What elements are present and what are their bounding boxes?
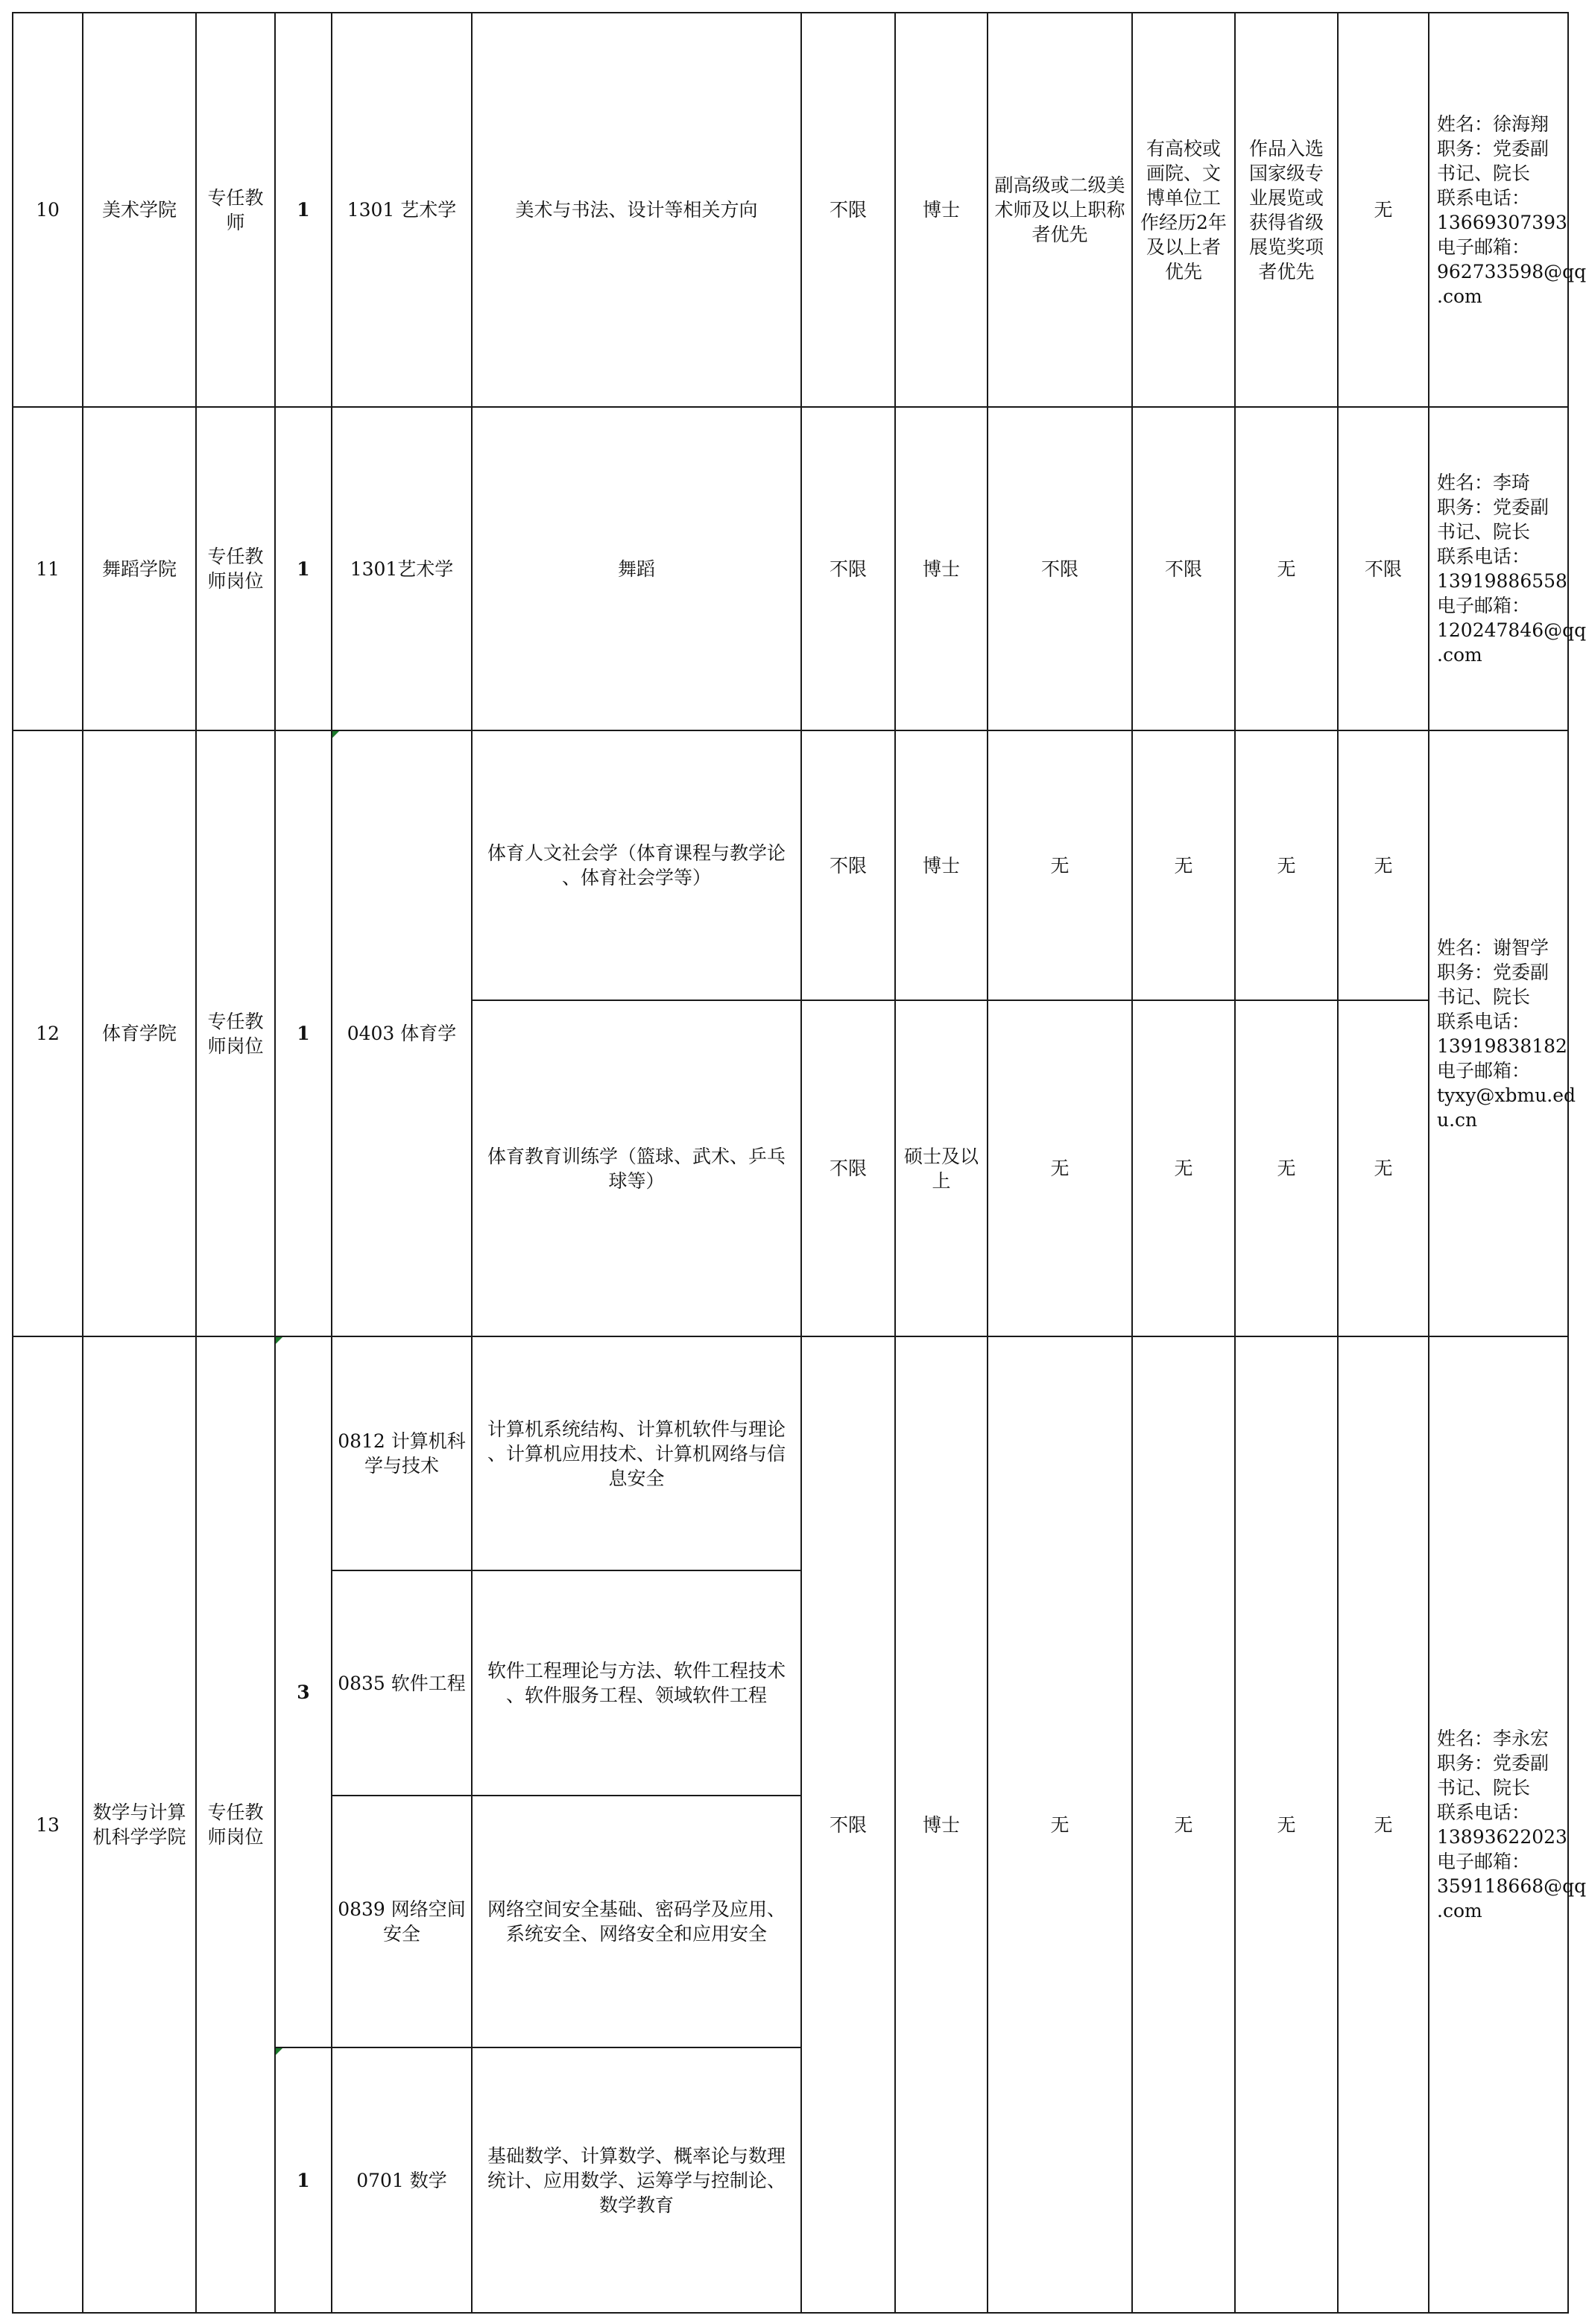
- research-direction: 计算机系统结构、计算机软件与理论 、计算机应用技术、计算机网络与信 息安全: [472, 1336, 801, 1570]
- headcount: 1: [275, 730, 332, 1336]
- headcount: 1: [275, 13, 332, 407]
- other-requirement: 无: [1235, 730, 1338, 1000]
- research-direction: 舞蹈: [472, 407, 801, 730]
- college: 数学与计算 机科学学院: [83, 1336, 196, 2313]
- title-requirement: 无: [988, 730, 1132, 1000]
- extra-requirement: 无: [1338, 730, 1429, 1000]
- degree-requirement: 博士: [895, 1336, 988, 2313]
- title-requirement: 无: [988, 1336, 1132, 2313]
- age-requirement: 不限: [801, 1336, 895, 2313]
- table-row-11: [13, 407, 1568, 730]
- major: 0835 软件工程: [332, 1570, 472, 1796]
- research-direction: 体育教育训练学（篮球、武术、乒乓 球等）: [472, 1000, 801, 1336]
- contact-info: 姓名：谢智学 职务：党委副 书记、院长 联系电话： 13919838182 电子邮箱： tyxy@xbmu.ed u.cn: [1429, 730, 1568, 1336]
- degree-requirement: 博士: [895, 13, 988, 407]
- research-direction: 美术与书法、设计等相关方向: [472, 13, 801, 407]
- table-row-12a: [13, 730, 1568, 1000]
- college: 体育学院: [83, 730, 196, 1336]
- title-requirement: 不限: [988, 407, 1132, 730]
- recruitment-table: [12, 12, 1586, 2314]
- college: 舞蹈学院: [83, 407, 196, 730]
- degree-requirement: 博士: [895, 407, 988, 730]
- other-requirement: 无: [1235, 1000, 1338, 1336]
- headcount: 1: [275, 407, 332, 730]
- age-requirement: 不限: [801, 1000, 895, 1336]
- research-direction: 软件工程理论与方法、软件工程技术 、软件服务工程、领域软件工程: [472, 1570, 801, 1796]
- post-type: 专任教 师岗位: [196, 1336, 275, 2313]
- age-requirement: 不限: [801, 407, 895, 730]
- table-row-10: [13, 13, 1568, 407]
- major: 0701 数学: [332, 2047, 472, 2313]
- research-direction: 体育人文社会学（体育课程与教学论 、体育社会学等）: [472, 730, 801, 1000]
- major: 0403 体育学: [332, 730, 472, 1336]
- row-no: 11: [13, 407, 83, 730]
- major: 0839 网络空间 安全: [332, 1796, 472, 2047]
- major: 0812 计算机科 学与技术: [332, 1336, 472, 1570]
- other-requirement: 作品入选 国家级专 业展览或 获得省级 展览奖项 者优先: [1235, 13, 1338, 407]
- age-requirement: 不限: [801, 13, 895, 407]
- extra-requirement: 无: [1338, 1336, 1429, 2313]
- research-direction: 基础数学、计算数学、概率论与数理 统计、应用数学、运筹学与控制论、 数学教育: [472, 2047, 801, 2313]
- post-type: 专任教 师岗位: [196, 407, 275, 730]
- row-no: 13: [13, 1336, 83, 2313]
- extra-requirement: 无: [1338, 1000, 1429, 1336]
- headcount: 3: [275, 1336, 332, 2047]
- post-type: 专任教 师: [196, 13, 275, 407]
- major: 1301艺术学: [332, 407, 472, 730]
- row-no: 12: [13, 730, 83, 1336]
- post-type: 专任教 师岗位: [196, 730, 275, 1336]
- table-row-13a: [13, 1336, 1568, 1570]
- work-requirement: 无: [1132, 1336, 1235, 2313]
- work-requirement: 不限: [1132, 407, 1235, 730]
- research-direction: 网络空间安全基础、密码学及应用、 系统安全、网络安全和应用安全: [472, 1796, 801, 2047]
- degree-requirement: 硕士及以 上: [895, 1000, 988, 1336]
- work-requirement: 无: [1132, 730, 1235, 1000]
- extra-requirement: 不限: [1338, 407, 1429, 730]
- major: 1301 艺术学: [332, 13, 472, 407]
- work-requirement: 有高校或 画院、文 博单位工 作经历2年 及以上者 优先: [1132, 13, 1235, 407]
- contact-info: 姓名：徐海翔 职务：党委副 书记、院长 联系电话： 13669307393 电子邮箱： 962733598@qq .com: [1429, 13, 1568, 407]
- extra-requirement: 无: [1338, 13, 1429, 407]
- row-no: 10: [13, 13, 83, 407]
- headcount: 1: [275, 2047, 332, 2313]
- other-requirement: 无: [1235, 407, 1338, 730]
- work-requirement: 无: [1132, 1000, 1235, 1336]
- contact-info: 姓名：李琦 职务：党委副 书记、院长 联系电话： 13919886558 电子邮箱： 120247846@qq .com: [1429, 407, 1568, 730]
- age-requirement: 不限: [801, 730, 895, 1000]
- other-requirement: 无: [1235, 1336, 1338, 2313]
- title-requirement: 无: [988, 1000, 1132, 1336]
- title-requirement: 副高级或二级美 术师及以上职称 者优先: [988, 13, 1132, 407]
- degree-requirement: 博士: [895, 730, 988, 1000]
- college: 美术学院: [83, 13, 196, 407]
- contact-info: 姓名：李永宏 职务：党委副 书记、院长 联系电话： 13893622023 电子邮箱： 359118668@qq .com: [1429, 1336, 1568, 2313]
